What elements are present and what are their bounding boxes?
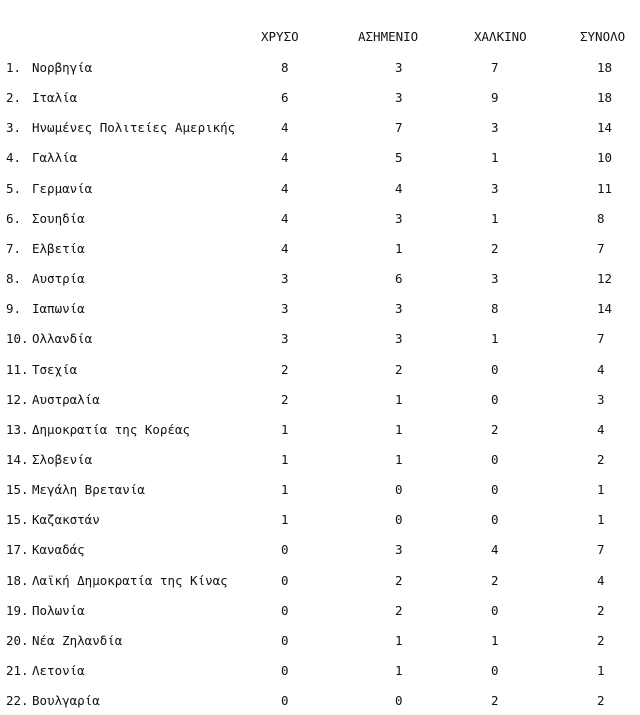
total-count: 1	[597, 512, 605, 528]
total-count: 14	[597, 301, 613, 317]
gold-count: 1	[281, 512, 289, 528]
silver-count: 3	[395, 301, 403, 317]
rank-cell: 8.	[6, 271, 22, 287]
rank-cell: 2.	[6, 90, 22, 106]
silver-count: 1	[395, 451, 403, 467]
silver-count: 2	[395, 361, 403, 377]
table-row	[0, 480, 640, 500]
total-count: 7	[597, 542, 605, 558]
gold-count: 0	[281, 542, 289, 558]
rank-cell: 13.	[6, 421, 29, 437]
bronze-count: 1	[491, 210, 499, 226]
table-row	[0, 360, 640, 380]
table-row	[0, 148, 640, 168]
table-row	[0, 691, 640, 711]
silver-count: 5	[395, 150, 403, 166]
gold-count: 1	[281, 482, 289, 498]
rank-cell: 7.	[6, 240, 22, 256]
bronze-count: 0	[491, 361, 499, 377]
country-cell: Αυστραλία	[32, 391, 100, 407]
gold-count: 6	[281, 90, 289, 106]
silver-count: 0	[395, 693, 403, 709]
gold-count: 4	[281, 210, 289, 226]
medal-table-header	[0, 27, 640, 47]
country-cell: Γερμανία	[32, 180, 93, 196]
total-count: 2	[597, 693, 605, 709]
bronze-count: 1	[491, 150, 499, 166]
silver-count: 3	[395, 210, 403, 226]
bronze-count: 0	[491, 602, 499, 618]
gold-count: 2	[281, 361, 289, 377]
gold-count: 4	[281, 150, 289, 166]
rank-cell: 6.	[6, 210, 22, 226]
country-cell: Νέα Ζηλανδία	[32, 632, 123, 648]
rank-cell: 20.	[6, 632, 29, 648]
country-cell: Σουηδία	[32, 210, 85, 226]
header-silver: ΑΣΗΜΕΝΙΟ	[358, 29, 419, 44]
country-cell: Λαϊκή Δημοκρατία της Κίνας	[32, 572, 228, 588]
silver-count: 6	[395, 271, 403, 287]
country-cell: Ελβετία	[32, 240, 85, 256]
country-cell: Ιαπωνία	[32, 301, 85, 317]
rank-cell: 5.	[6, 180, 22, 196]
silver-count: 3	[395, 90, 403, 106]
gold-count: 3	[281, 301, 289, 317]
silver-count: 4	[395, 180, 403, 196]
country-cell: Σλοβενία	[32, 451, 93, 467]
total-count: 7	[597, 240, 605, 256]
total-count: 10	[597, 150, 613, 166]
gold-count: 0	[281, 693, 289, 709]
bronze-count: 2	[491, 572, 499, 588]
table-row	[0, 329, 640, 349]
total-count: 1	[597, 663, 605, 678]
silver-count: 3	[395, 60, 403, 75]
silver-count: 3	[395, 542, 403, 558]
table-row	[0, 540, 640, 560]
table-row	[0, 58, 640, 78]
country-cell: Γαλλία	[32, 150, 78, 166]
table-row	[0, 269, 640, 289]
total-count: 1	[597, 482, 605, 498]
rank-cell: 9.	[6, 301, 22, 317]
bronze-count: 1	[491, 632, 499, 648]
country-cell: Λετονία	[32, 663, 85, 678]
silver-count: 1	[395, 421, 403, 437]
silver-count: 1	[395, 663, 403, 678]
bronze-count: 0	[491, 451, 499, 467]
total-count: 11	[597, 180, 613, 196]
bronze-count: 2	[491, 421, 499, 437]
country-cell: Ηνωμένες Πολιτείες Αμερικής	[32, 120, 236, 136]
table-row	[0, 571, 640, 591]
table-row	[0, 299, 640, 319]
silver-count: 1	[395, 632, 403, 648]
rank-cell: 4.	[6, 150, 22, 166]
rank-cell: 3.	[6, 120, 22, 136]
bronze-count: 7	[491, 60, 499, 75]
total-count: 2	[597, 602, 605, 618]
country-cell: Πολωνία	[32, 602, 85, 618]
gold-count: 4	[281, 180, 289, 196]
country-cell: Βουλγαρία	[32, 693, 100, 709]
gold-count: 1	[281, 421, 289, 437]
table-row	[0, 631, 640, 651]
table-row	[0, 118, 640, 138]
table-row	[0, 601, 640, 621]
bronze-count: 0	[491, 482, 499, 498]
gold-count: 0	[281, 632, 289, 648]
rank-cell: 18.	[6, 572, 29, 588]
country-cell: Μεγάλη Βρετανία	[32, 482, 145, 498]
rank-cell: 1.	[6, 60, 22, 75]
total-count: 2	[597, 632, 605, 648]
country-cell: Ολλανδία	[32, 331, 93, 347]
country-cell: Νορβηγία	[32, 60, 93, 75]
rank-cell: 10.	[6, 331, 29, 347]
bronze-count: 0	[491, 391, 499, 407]
silver-count: 3	[395, 331, 403, 347]
bronze-count: 3	[491, 120, 499, 136]
gold-count: 0	[281, 602, 289, 618]
header-bronze: ΧΑΛΚΙΝΟ	[474, 29, 527, 44]
table-row	[0, 239, 640, 259]
total-count: 4	[597, 572, 605, 588]
gold-count: 8	[281, 60, 289, 75]
bronze-count: 2	[491, 240, 499, 256]
gold-count: 0	[281, 572, 289, 588]
total-count: 8	[597, 210, 605, 226]
total-count: 14	[597, 120, 613, 136]
bronze-count: 3	[491, 271, 499, 287]
country-cell: Καναδάς	[32, 542, 85, 558]
table-row	[0, 661, 640, 681]
silver-count: 1	[395, 391, 403, 407]
rank-cell: 14.	[6, 451, 29, 467]
country-cell: Τσεχία	[32, 361, 78, 377]
rank-cell: 11.	[6, 361, 29, 377]
bronze-count: 8	[491, 301, 499, 317]
silver-count: 2	[395, 572, 403, 588]
country-cell: Αυστρία	[32, 271, 85, 287]
gold-count: 3	[281, 331, 289, 347]
total-count: 18	[597, 90, 613, 106]
silver-count: 1	[395, 240, 403, 256]
total-count: 12	[597, 271, 613, 287]
gold-count: 4	[281, 240, 289, 256]
gold-count: 0	[281, 663, 289, 678]
total-count: 7	[597, 331, 605, 347]
country-cell: Ιταλία	[32, 90, 78, 106]
total-count: 3	[597, 391, 605, 407]
table-row	[0, 209, 640, 229]
table-row	[0, 179, 640, 199]
rank-cell: 17.	[6, 542, 29, 558]
bronze-count: 1	[491, 331, 499, 347]
header-gold: ΧΡΥΣΟ	[261, 29, 299, 44]
gold-count: 3	[281, 271, 289, 287]
bronze-count: 0	[491, 512, 499, 528]
silver-count: 0	[395, 482, 403, 498]
total-count: 18	[597, 60, 613, 75]
total-count: 4	[597, 421, 605, 437]
rank-cell: 22.	[6, 693, 29, 709]
gold-count: 4	[281, 120, 289, 136]
country-cell: Καζακστάν	[32, 512, 100, 528]
silver-count: 0	[395, 512, 403, 528]
rank-cell: 12.	[6, 391, 29, 407]
bronze-count: 0	[491, 663, 499, 678]
rank-cell: 21.	[6, 663, 29, 678]
table-row	[0, 88, 640, 108]
silver-count: 7	[395, 120, 403, 136]
bronze-count: 9	[491, 90, 499, 106]
gold-count: 2	[281, 391, 289, 407]
header-total: ΣΥΝΟΛΟ	[580, 29, 626, 44]
rank-cell: 19.	[6, 602, 29, 618]
table-row	[0, 450, 640, 470]
table-row	[0, 390, 640, 410]
gold-count: 1	[281, 451, 289, 467]
table-row	[0, 420, 640, 440]
rank-cell: 15.	[6, 512, 29, 528]
table-row	[0, 510, 640, 530]
rank-cell: 15.	[6, 482, 29, 498]
country-cell: Δημοκρατία της Κορέας	[32, 421, 191, 437]
bronze-count: 2	[491, 693, 499, 709]
bronze-count: 3	[491, 180, 499, 196]
bronze-count: 4	[491, 542, 499, 558]
total-count: 2	[597, 451, 605, 467]
silver-count: 2	[395, 602, 403, 618]
total-count: 4	[597, 361, 605, 377]
